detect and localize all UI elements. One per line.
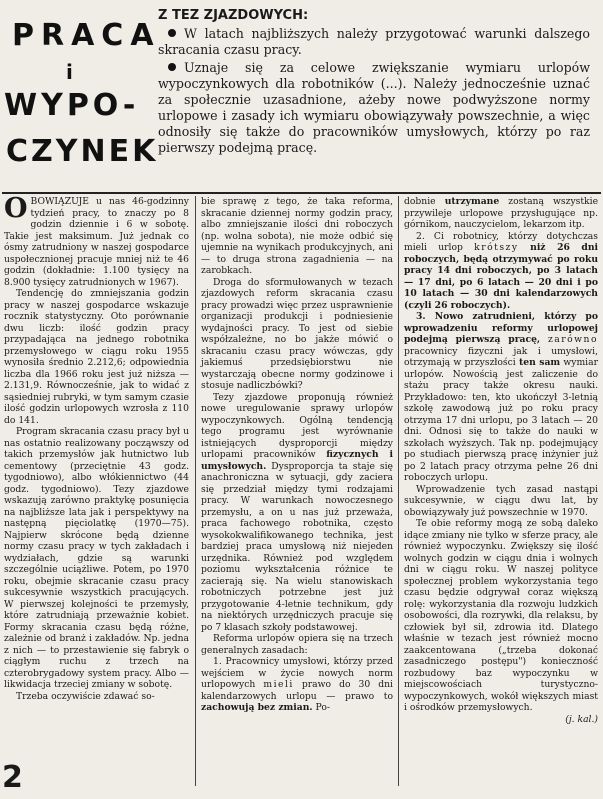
paragraph: 3. Nowo zatrudnieni, którzy po wprowadzeniu reformy urlopowej podejmą pierwszą pracę, zarówno pracownicy fizyczni jak i umysłowi, otrzymają w przyszłości ten sam wymiar urlopów. Nowością jest zaliczenie do stażu pracy także okresu nauki. Przykładowo: ten, kto ukończył 3-letnią szkołę zawodową już po roku pracy otrzyma 17 dni urlopu, po 3 latach — 20 dni. Odnosi się to także do nauki w szkołach wyższych. Tak np. podejmujący po studiach pierwszą pracę inżynier już po 2 latach pracy otrzyma pełne 26 dni roboczych urlopu. <box>404 311 598 483</box>
paragraph: Program skracania czasu pracy był u nas ostatnio realizowany począwszy od takich przemysłów jak hutnictwo lub cementowy (przeciętnie 43 godz. tygodniowo), albo włókiennictwo (44 godz. tygodniowo). Tezy zjazdowe wskazują zarówno praktykę posunięcia na najbliższe lata jak i perspektywy na następną pięciolatkę (1970—75). Najpierw skrócone będą dzienne normy czasu pracy w tych zakładach i wydziałach, gdzie są warunki szczególnie uciążliwe. Potem, po 1970 roku, obejmie skracanie czasu pracy sukcesywnie wszystkich pracujących. W pierwszej kolejności te przemysły, które zatrudniają przeważnie kobiet. Formy skracania czasu będą różne, zależnie od branż i zakładów. Np. jedna z nich — to przestawienie się fabryk o ciągłym ruchu z trzech na czterobrygadowy system pracy. Albo — likwidacja trzeciej zmiany w sobotę. <box>4 426 189 690</box>
column-2 <box>201 196 393 714</box>
column-1 <box>4 193 189 702</box>
intro-box <box>158 26 590 158</box>
paragraph: 2. Ci robotnicy, którzy dotychczas mieli urlop krótszy niż 26 dni roboczych, będą otrzymywać po roku pracy 14 dni roboczych, po 3 latach — 17 dni, po 6 latach — 20 dni i po 10 latach — 30 dni kalendarzowych (czyli 26 roboczych). <box>404 230 598 311</box>
headline-line-4: CZYNEK <box>6 134 159 169</box>
intro-point: Uznaje się za celowe zwiększanie wymiaru urlopów wypoczynkowych dla robotników (...). Należy jednocześnie uznać za społecznie uzasadnione, ażeby nowe podwyższone normy urlopowe i zasady ich wymiaru obowiązywały powszechnie, a więc odnosiły się także do pracowników umysłowych, którzy po raz pierwszy podejmą pracę. <box>158 60 590 155</box>
paragraph: Wprowadzenie tych zasad nastąpi sukcesywnie, w ciągu dwu lat, by obowiązywały już powszechnie w 1970. <box>404 483 598 518</box>
paragraph: bie sprawę z tego, że taka reforma, skracanie dziennej normy godzin pracy, albo zmniejszanie ilości dni roboczych (np. wolna sobota), nie może odbić się ujemnie na wynikach produkcyjnych, ani — to druga strona zagadnienia — na zarobkach. <box>201 196 393 276</box>
headline <box>4 18 161 188</box>
divider <box>2 192 601 194</box>
author-signature: (j. kal.) <box>565 713 598 725</box>
column-divider <box>398 196 399 786</box>
paragraph: Te obie reformy mogą ze sobą daleko idące zmiany nie tylko w sferze pracy, ale również wypoczynku. Zwiększy się ilość wolnych godzin w ciągu dnia i wolnych dni w ciągu roku. W naszej polityce społecznej problem wykorzystania tego czasu będzie odgrywał coraz większą rolę: wykorzystania dla rozwoju ludzkich osobowości, dla rozrywki, dla relaksu, by człowiek był sił, zdrowia itd. Dlatego właśnie w tezach jest również mocno zaakcentowana („trzeba dokonać zasadniczego postępu") konieczność rozbudowy baz wypoczynku w miejscowościach turystyczno-wypoczynkowych, wokół większych miast i ośrodków przemysłowych. <box>404 518 598 713</box>
paragraph: dobnie utrzymane zostaną wszystkie przywileje urlopowe przysługujące np. górnikom, nauczycielom, lekarzom itp. <box>404 196 599 230</box>
headline-line-2: i <box>66 60 73 84</box>
bullet-icon <box>168 29 176 37</box>
page-number: 2 <box>2 760 23 795</box>
paragraph: OBOWIĄZUJE u nas 46-godzinny tydzień pracy, to znaczy po 8 godzin dziennie i 6 w sobotę. Takie jest maksimum. Już jednak co ósmy zatrudniony w naszej gospodarce uspołecznionej pracuje mniej niż te 46 godzin (dokładnie: 1.100 tysięcy na 8.900 tysięcy zatrudnionych w 1967). <box>4 193 189 288</box>
paragraph: Reforma urlopów opiera się na trzech generalnych zasadach: <box>201 633 393 656</box>
bullet-icon <box>168 63 176 71</box>
paragraph: Trzeba oczywiście zdawać so- <box>16 690 155 702</box>
headline-line-1: PRACA <box>12 18 161 53</box>
column-3 <box>404 196 598 725</box>
headline-line-3: WYPO- <box>4 88 140 123</box>
intro-title: Z TEZ ZJAZDOWYCH: <box>158 8 309 23</box>
paragraph: Tezy zjazdowe proponują również nowe uregulowanie sprawy urlopów wypoczynkowych. Ogólną tendencją tego programu jest wyrównanie istniejących dysproporcji między urlopami pracowników fizycznych i umysłowych. Dysproporcja ta staje się anachroniczna w sytuacji, gdy zaciera się przedział między tymi rodzajami pracy. W warunkach nowoczesnego przemysłu, a on u nas już przeważa, praca fachowego robotnika, często wysokokwalifikowanego technika, jest bardziej praca umysłową niż niejeden urzędnika. Również pod względem poziomu wykształcenia różnice te zacierają się. Na wielu stanowiskach robotniczych potrzebne jest już przygotowanie 4-letnie technikum, gdy na niektórych urzędniczych pracuje się po 7 klasach szkoły podstawowej. <box>201 391 393 633</box>
column-divider <box>195 196 196 786</box>
paragraph: Tendencję do zmniejszania godzin pracy w naszej gospodarce wskazuje rocznik statystyczny. Oto porównanie dwu liczb: ilość godzin pracy przypadająca na jednego robotnika przemysłowego w ciągu roku 1955 wynosiła średnio 2.212,6; odpowiednia liczba dla 1966 roku jest już niższa — 2.131,9. Równocześnie, jak to widać z sąsiedniej rubryki, w tym samym czasie ilość godzin urlopowych wzrosła z 110 do 141. <box>4 288 189 426</box>
drop-cap: O <box>4 193 28 224</box>
intro-point: W latach najbliższych należy przygotować warunki dalszego skracania czasu pracy. <box>158 26 590 57</box>
paragraph: 1. Pracownicy umysłowi, którzy przed wejściem w życie nowych norm urlopowych mieli prawo do 30 dni kalendarzowych urlopu — prawo to zachowują bez zmian. Po- <box>201 656 393 713</box>
paragraph: Droga do sformułowanych w tezach zjazdowych reform skracania czasu pracy prowadzi więc przez usprawnienie organizacji produkcji i podniesienie wydajności pracy. To jest od siebie współzależne, no bo jakże mówić o skracaniu czasu pracy wówczas, gdy jakiemuś przedsiębiorstwu nie wystarczają obecne normy godzinowe i stosuje nadliczbówki? <box>201 276 393 391</box>
